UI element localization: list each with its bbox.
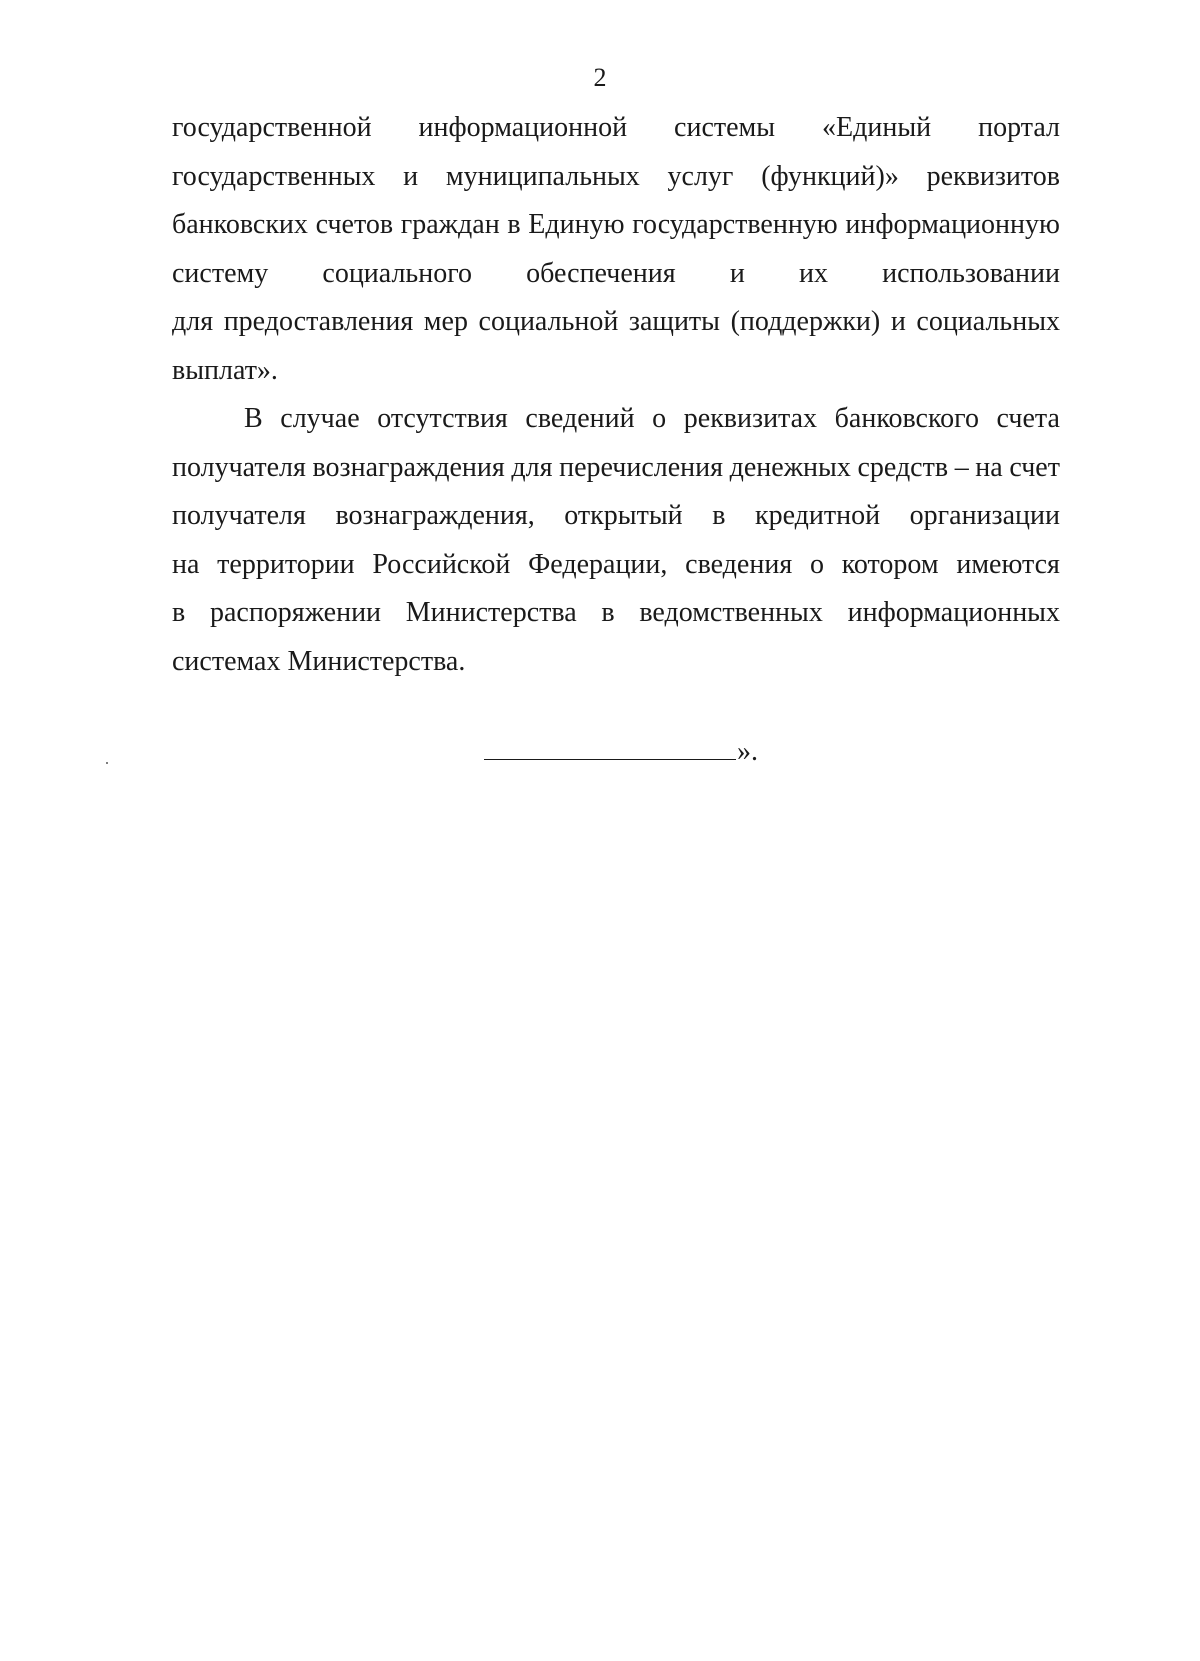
word: сведения bbox=[685, 548, 793, 580]
word: имеются bbox=[956, 548, 1060, 580]
word: государственную bbox=[632, 209, 838, 240]
word: получателя bbox=[172, 500, 306, 531]
word: граждан bbox=[400, 209, 500, 240]
scan-speck bbox=[106, 762, 108, 764]
word: в bbox=[507, 209, 521, 240]
word: социальной bbox=[478, 306, 619, 337]
word: реквизитах bbox=[683, 403, 818, 434]
word: в bbox=[712, 500, 726, 531]
word: защиты bbox=[628, 306, 720, 337]
word: банковских bbox=[172, 209, 308, 240]
word: (функций)» bbox=[761, 160, 899, 192]
text-line bbox=[172, 589, 1060, 638]
word: Министерства. bbox=[287, 645, 466, 677]
word: счетов bbox=[315, 209, 394, 240]
word: счета bbox=[996, 403, 1060, 434]
word: В bbox=[244, 403, 263, 434]
word: Российской bbox=[372, 548, 511, 580]
word: получателя bbox=[172, 451, 306, 483]
word: социального bbox=[322, 257, 472, 289]
word: счет bbox=[1009, 451, 1060, 483]
word: их bbox=[798, 257, 828, 289]
word: Министерства bbox=[405, 597, 577, 628]
word: распоряжении bbox=[209, 597, 382, 628]
word: и bbox=[729, 257, 745, 289]
word: муниципальных bbox=[445, 160, 640, 192]
text-line bbox=[172, 541, 1060, 590]
text-line bbox=[172, 201, 1060, 250]
word: выплат». bbox=[172, 354, 278, 386]
text-line bbox=[172, 395, 1060, 444]
word: вознаграждения, bbox=[335, 500, 535, 531]
word: информационной bbox=[418, 112, 628, 143]
word: кредитной bbox=[754, 500, 881, 531]
text-line bbox=[172, 347, 1060, 396]
word: информационную bbox=[845, 209, 1060, 240]
text-line bbox=[172, 104, 1060, 153]
word: для bbox=[511, 451, 553, 483]
closing-rule bbox=[484, 733, 736, 760]
word: денежных bbox=[729, 451, 851, 483]
word: «Единый bbox=[822, 112, 932, 143]
text-line bbox=[172, 444, 1060, 493]
word: Единую bbox=[528, 209, 625, 240]
word: котором bbox=[841, 548, 939, 580]
word: системах bbox=[172, 645, 281, 677]
word: ведомственных bbox=[639, 597, 823, 628]
word: в bbox=[601, 597, 615, 628]
word: на bbox=[975, 451, 1003, 483]
word: открытый bbox=[564, 500, 683, 531]
text-line bbox=[172, 250, 1060, 299]
closing-line bbox=[484, 732, 804, 772]
word: социальных bbox=[916, 306, 1060, 337]
text-line bbox=[172, 638, 1060, 687]
word: использовании bbox=[882, 257, 1060, 289]
word: предоставления bbox=[223, 306, 414, 337]
word: на bbox=[172, 548, 200, 580]
word: территории bbox=[217, 548, 355, 580]
word: мер bbox=[423, 306, 468, 337]
text-line bbox=[172, 153, 1060, 202]
word: (поддержки) bbox=[730, 306, 881, 337]
word: и bbox=[403, 160, 419, 192]
word: Федерации, bbox=[528, 548, 668, 580]
text-line bbox=[172, 298, 1060, 347]
body-text bbox=[172, 104, 1060, 686]
word: о bbox=[652, 403, 667, 434]
word: о bbox=[809, 548, 824, 580]
word: информационных bbox=[847, 597, 1060, 628]
word: в bbox=[172, 597, 186, 628]
word: и bbox=[890, 306, 906, 337]
word: банковского bbox=[834, 403, 979, 434]
word: сведений bbox=[525, 403, 635, 434]
word: обеспечения bbox=[526, 257, 676, 289]
word: случае bbox=[280, 403, 360, 434]
word: организации bbox=[909, 500, 1060, 531]
word: системы bbox=[674, 112, 776, 143]
closing-quote-mark: ». bbox=[737, 736, 758, 767]
word: средств bbox=[857, 451, 949, 483]
word: реквизитов bbox=[926, 160, 1060, 192]
word: государственной bbox=[172, 112, 372, 143]
word: портал bbox=[978, 112, 1060, 143]
word: для bbox=[172, 306, 214, 337]
word: систему bbox=[172, 257, 269, 289]
word: перечисления bbox=[559, 451, 723, 483]
word: услуг bbox=[667, 160, 734, 192]
page-number: 2 bbox=[593, 63, 607, 92]
text-line bbox=[172, 492, 1060, 541]
word: отсутствия bbox=[377, 403, 508, 434]
word: – bbox=[954, 451, 969, 483]
word: государственных bbox=[172, 160, 376, 192]
word: вознаграждения bbox=[312, 451, 505, 483]
